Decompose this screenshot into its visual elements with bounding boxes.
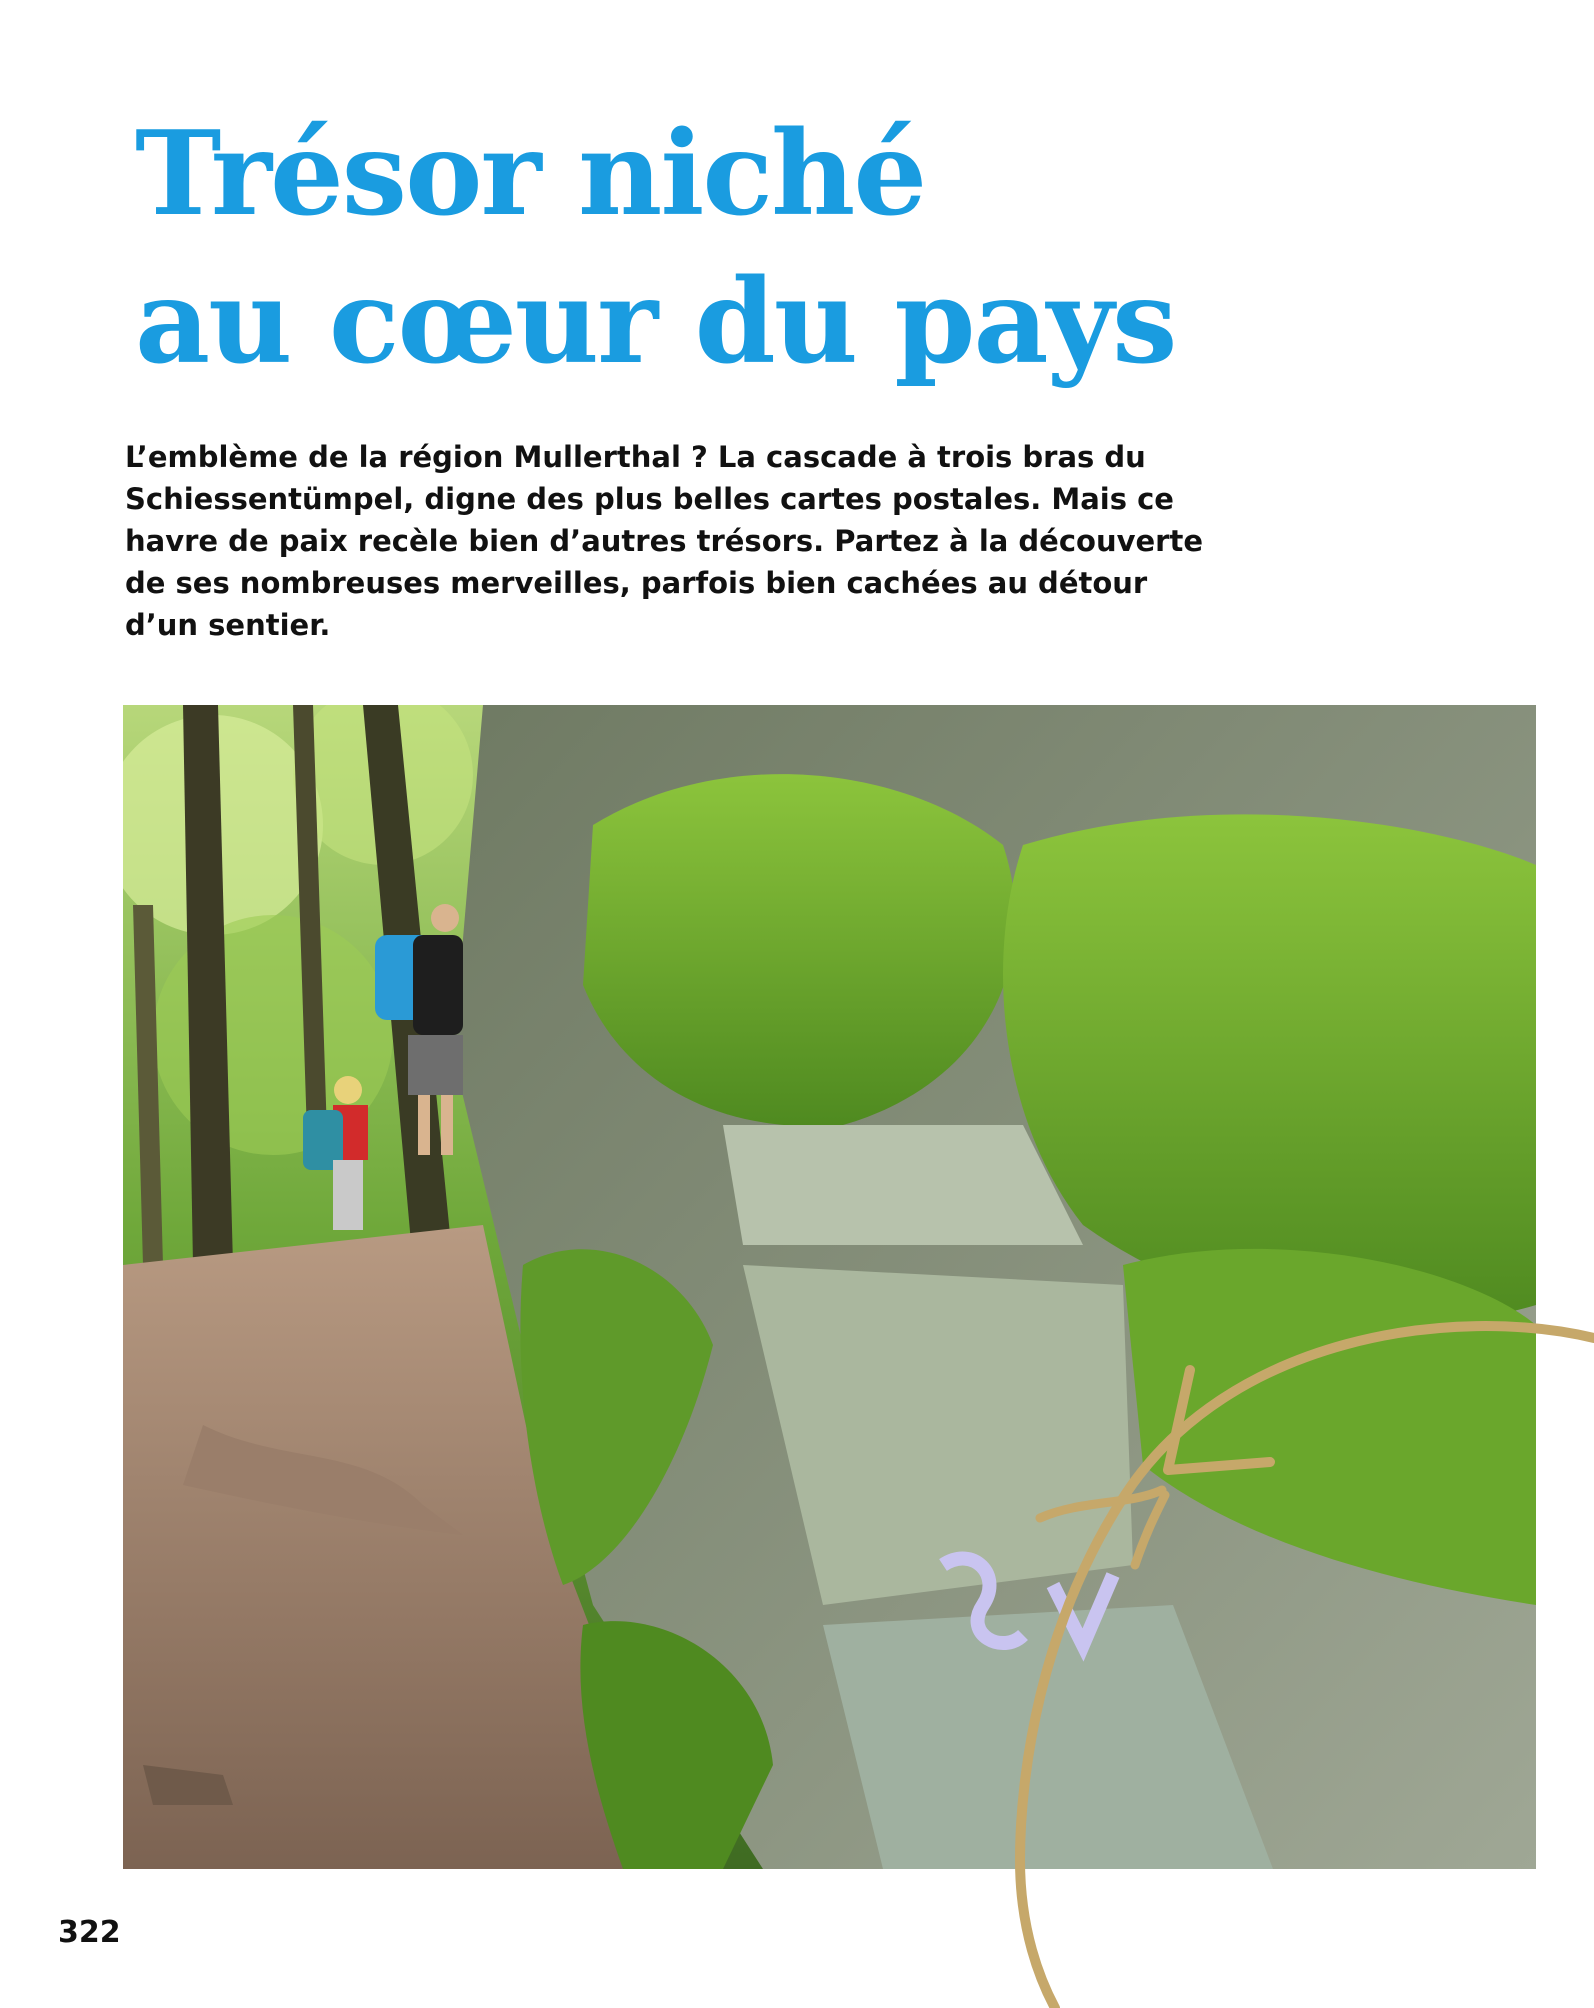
lead-line-3: havre de paix recèle bien d’autres trésors. Partez à la découverte — [125, 524, 1204, 558]
page-number: 322 — [58, 1915, 121, 1950]
title-line-2: au cœur du pays — [135, 254, 1176, 390]
article-title — [135, 100, 1435, 396]
lead-line-1: L’emblème de la région Mullerthal ? La cascade à trois bras du — [125, 440, 1146, 474]
forest-trail-photo — [123, 705, 1536, 1869]
lead-line-5: d’un sentier. — [125, 608, 331, 642]
lead-paragraph — [125, 436, 1315, 646]
title-line-1: Trésor niché — [135, 106, 926, 242]
lead-line-2: Schiessentümpel, digne des plus belles cartes postales. Mais ce — [125, 482, 1174, 516]
lead-line-4: de ses nombreuses merveilles, parfois bien cachées au détour — [125, 566, 1148, 600]
photo-forest-trail-icon — [123, 705, 1536, 1869]
